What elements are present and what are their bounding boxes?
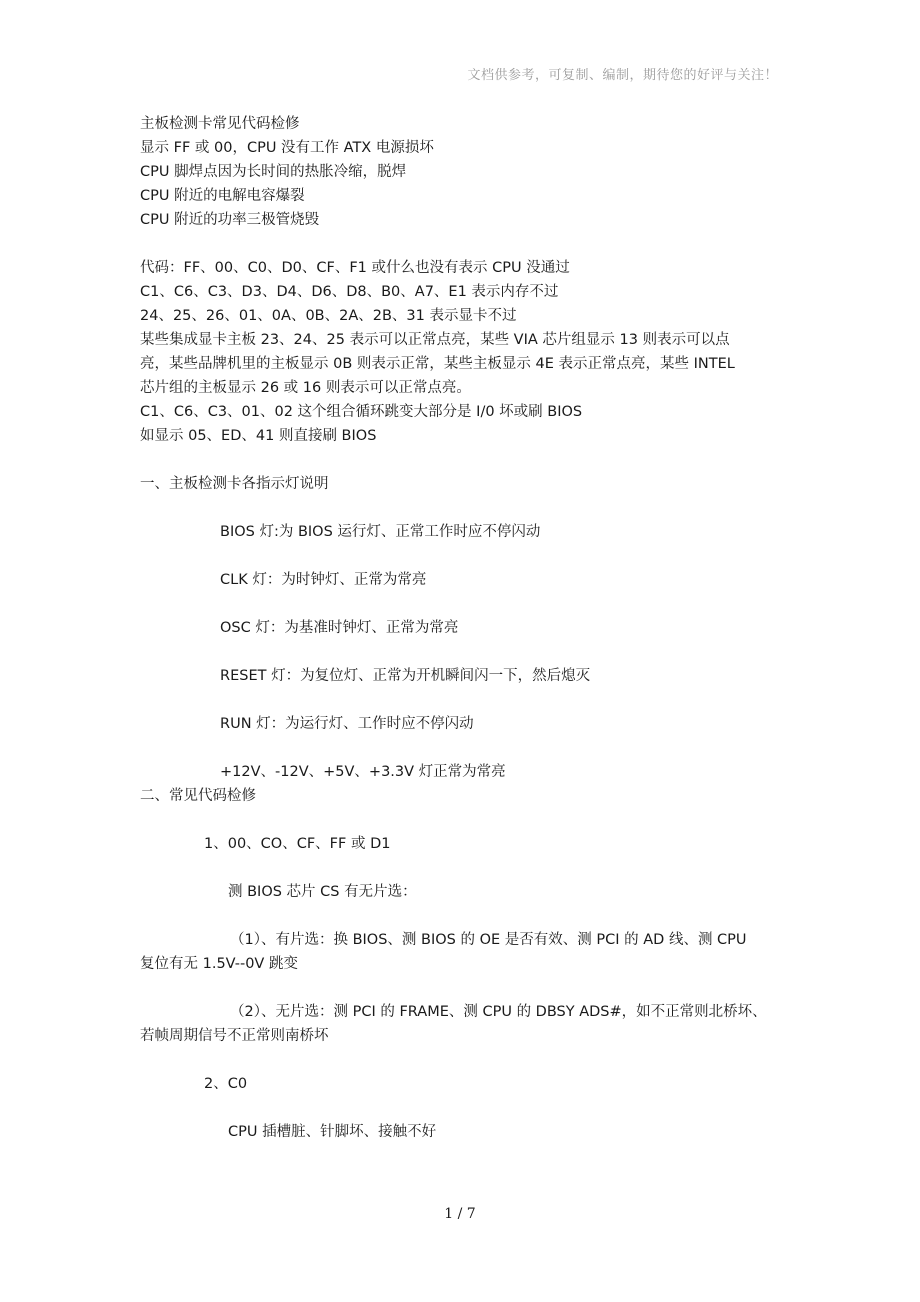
intro-line: 显示 FF 或 00，CPU 没有工作 ATX 电源损坏 [140,140,434,156]
section-heading: 一、主板检测卡各指示灯说明 [140,476,329,492]
intro-line: CPU 脚焊点因为长时间的热胀冷缩，脱焊 [140,164,407,180]
document-title: 主板检测卡常见代码检修 [140,116,300,132]
code-line: 如显示 05、ED、41 则直接刷 BIOS [140,428,377,444]
code-item-sub: （1）、有片选：换 BIOS、测 BIOS 的 OE 是否有效、测 PCI 的 AD 线、测 CPU [230,932,747,948]
indicator-item: CLK 灯：为时钟灯、正常为常亮 [220,572,427,588]
header-note: 文档供参考，可复制、编制，期待您的好评与关注！ [467,68,778,83]
code-line: 24、25、26、01、0A、0B、2A、2B、31 表示显卡不过 [140,308,517,324]
page-number: 1 / 7 [444,1206,476,1222]
indicator-item: BIOS 灯:为 BIOS 运行灯、正常工作时应不停闪动 [220,524,541,540]
indicator-item: RUN 灯：为运行灯、工作时应不停闪动 [220,716,474,732]
indicator-item: OSC 灯：为基准时钟灯、正常为常亮 [220,620,459,636]
code-item-desc: CPU 插槽脏、针脚坏、接触不好 [228,1124,437,1140]
code-line: 某些集成显卡主板 23、24、25 表示可以正常点亮，某些 VIA 芯片组显示 13 则表示可以点 [140,332,730,348]
code-item-check: 测 BIOS 芯片 CS 有无片选： [228,884,417,900]
document-body [140,112,780,1144]
indicator-item: +12V、-12V、+5V、+3.3V 灯正常为常亮 [220,764,506,780]
code-line: C1、C6、C3、01、02 这个组合循环跳变大部分是 I/0 坏或刷 BIOS [140,404,583,420]
code-line: C1、C6、C3、D3、D4、D6、D8、B0、A7、E1 表示内存不过 [140,284,559,300]
code-item-sub: 复位有无 1.5V--0V 跳变 [140,956,298,972]
code-line: 代码：FF、00、C0、D0、CF、F1 或什么也没有表示 CPU 没通过 [140,260,570,276]
section-heading: 二、常见代码检修 [140,788,256,804]
intro-line: CPU 附近的电解电容爆裂 [140,188,305,204]
intro-line: CPU 附近的功率三极管烧毁 [140,212,320,228]
code-line: 亮，某些品牌机里的主板显示 0B 则表示正常，某些主板显示 4E 表示正常点亮，某些 INTEL [140,356,735,372]
code-item-sub: （2）、无片选：测 PCI 的 FRAME、测 CPU 的 DBSY ADS#，如不正常则北桥坏、 [230,1004,767,1020]
code-line: 芯片组的主板显示 26 或 16 则表示可以正常点亮。 [140,380,471,396]
indicator-item: RESET 灯：为复位灯、正常为开机瞬间闪一下，然后熄灭 [220,668,591,684]
code-item-sub: 若帧周期信号不正常则南桥坏 [140,1028,329,1044]
code-item-title: 1、00、CO、CF、FF 或 D1 [204,836,391,852]
code-item-title: 2、C0 [204,1076,248,1092]
